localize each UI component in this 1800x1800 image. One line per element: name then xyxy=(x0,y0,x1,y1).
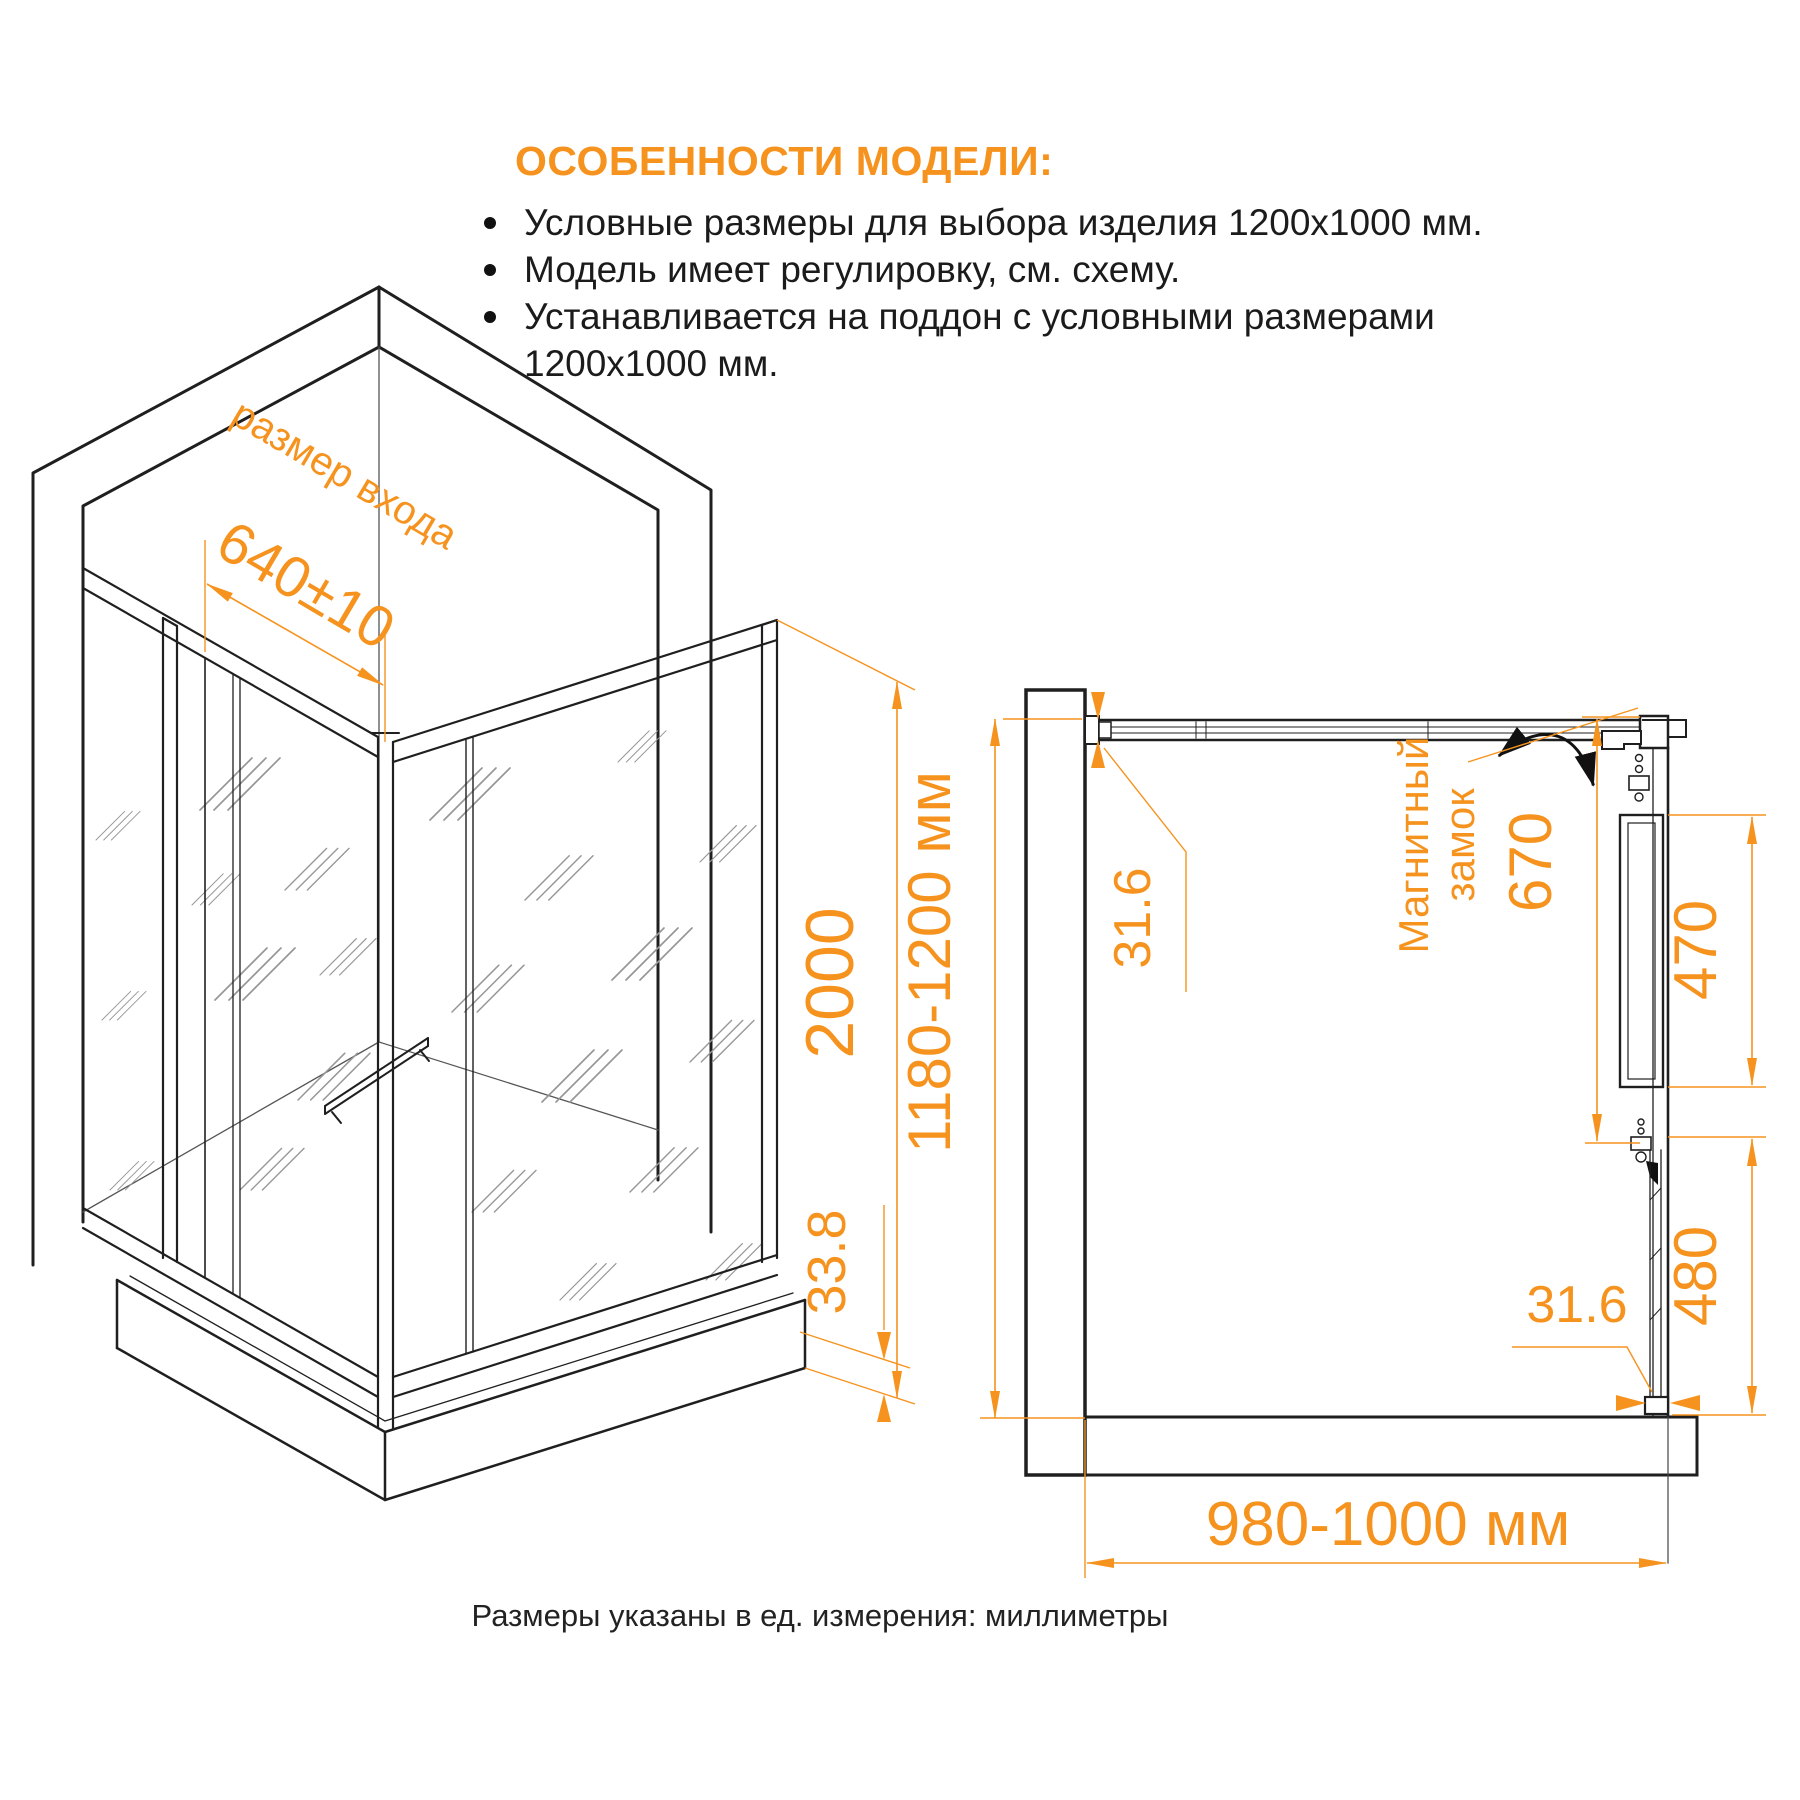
plan-dimensions xyxy=(980,692,1766,1578)
plan-opening-dim: 670 xyxy=(1497,811,1564,913)
feature-bullet-1: Условные размеры для выбора изделия 1200x1000 мм. xyxy=(484,199,1484,246)
iso-entrance-label: размер входа xyxy=(224,391,465,559)
plan-door-panel-dim: 470 xyxy=(1662,899,1729,1001)
iso-tray xyxy=(117,1276,805,1500)
iso-side-width-dim: 1180-1200 мм xyxy=(896,771,963,1153)
plan-magnet-lock-label-2: замок xyxy=(1436,788,1483,902)
iso-height-dim: 2000 xyxy=(792,907,868,1059)
plan-hinge-bottom xyxy=(1631,1119,1658,1185)
feature-bullet-2: Модель имеет регулировку, см. схему. xyxy=(484,246,1484,293)
plan-depth-dim: 980-1000 мм xyxy=(1205,1490,1571,1559)
plan-wall-profile-bottom-dim: 31.6 xyxy=(1526,1276,1628,1334)
features-title: ОСОБЕННОСТИ МОДЕЛИ: xyxy=(515,138,1054,184)
iso-wall-frame xyxy=(33,287,711,1265)
plan-top-rail xyxy=(1085,716,1643,744)
iso-glass-hatch xyxy=(96,731,762,1300)
iso-tray-profile-dim: 33.8 xyxy=(797,1209,857,1315)
plan-fixed-panel-dim: 480 xyxy=(1662,1225,1729,1327)
door-swing-arrow xyxy=(1500,734,1593,784)
plan-tray xyxy=(1026,1417,1697,1475)
feature-bullet-3-wrap: 1200x1000 мм. xyxy=(524,343,779,384)
plan-lock-keeper xyxy=(1602,731,1641,749)
plan-hinge-top xyxy=(1629,755,1649,802)
iso-view xyxy=(33,287,805,1500)
plan-magnet-lock-label-1: Магнитный xyxy=(1390,736,1437,954)
iso-entrance-width-dim: 640±10 xyxy=(206,508,406,663)
feature-bullet-3: Устанавливается на поддон с условными размерами xyxy=(484,293,1484,340)
units-note: Размеры указаны в ед. измерения: миллиметры xyxy=(471,1598,1169,1633)
plan-wall-profile-top-dim: 31.6 xyxy=(1104,867,1162,969)
plan-wall-column xyxy=(1026,690,1085,1475)
plan-door-panel xyxy=(1620,815,1663,1087)
iso-enclosure xyxy=(83,568,777,1428)
